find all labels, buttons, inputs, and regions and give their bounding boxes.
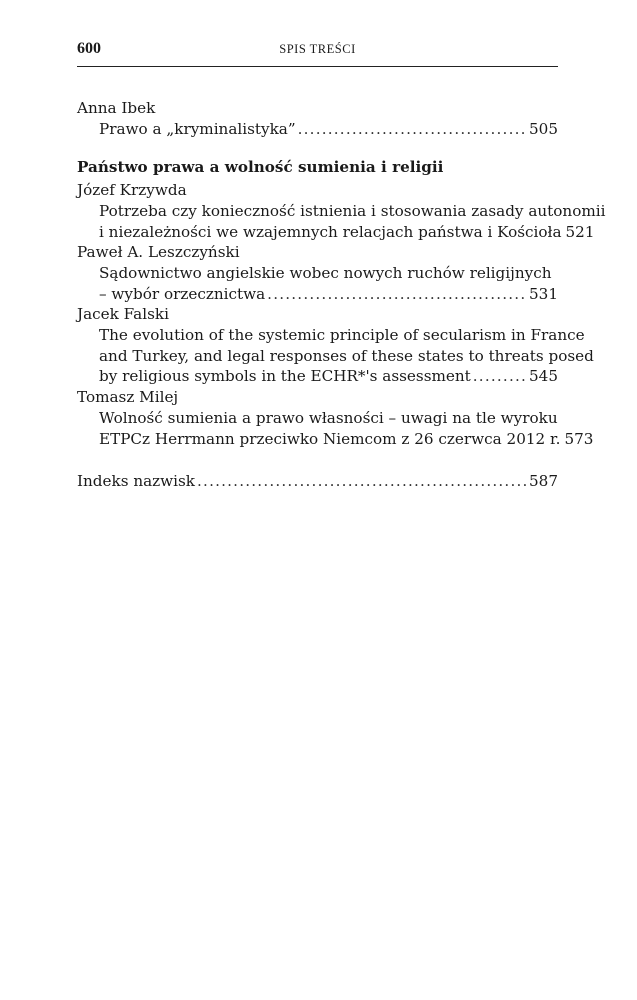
toc-page-number: 505 bbox=[529, 119, 558, 138]
toc-title-line: Wolność sumienia a prawo własności – uwagi na tle wyroku bbox=[99, 408, 558, 427]
toc-entry-index[interactable] bbox=[77, 471, 558, 492]
toc-author: Jacek Falski bbox=[77, 305, 169, 324]
toc-title-line bbox=[99, 429, 594, 450]
toc-page-number: 531 bbox=[529, 284, 558, 303]
toc-entry[interactable] bbox=[77, 180, 606, 242]
toc-title-line bbox=[99, 284, 558, 305]
toc-title-line: Potrzeba czy konieczność istnienia i stosowania zasady autonomii bbox=[99, 201, 606, 220]
dot-leader bbox=[197, 471, 527, 492]
toc-title-line: Sądownictwo angielskie wobec nowych ruchów religijnych bbox=[99, 263, 552, 282]
table-of-contents bbox=[77, 98, 606, 492]
running-head: SPIS TREŚCI bbox=[279, 42, 356, 56]
toc-title-text: ETPCz Herrmann przeciwko Niemcom z 26 czerwca 2012 r. bbox=[99, 429, 561, 448]
dot-leader bbox=[473, 366, 527, 387]
toc-title-text: Prawo a „kryminalistyka” bbox=[99, 119, 296, 138]
page-number: 600 bbox=[77, 40, 101, 57]
toc-title-text: – wybór orzecznictwa bbox=[99, 284, 266, 303]
toc-page-number: 545 bbox=[529, 367, 558, 386]
toc-page-number: 521 bbox=[565, 222, 595, 241]
spacer bbox=[77, 449, 558, 471]
toc-title-line: and Turkey, and legal responses of these states to threats posed bbox=[99, 346, 594, 365]
toc-entry[interactable] bbox=[77, 387, 594, 449]
toc-title-text: Indeks nazwisk bbox=[77, 472, 196, 491]
toc-title-text: i niezależności we wzajemnych relacjach państwa i Kościoła bbox=[99, 222, 562, 241]
toc-entry[interactable] bbox=[77, 242, 558, 304]
toc-title-line bbox=[99, 119, 558, 140]
toc-title-line bbox=[99, 222, 595, 243]
toc-entry[interactable] bbox=[77, 304, 594, 387]
toc-title-line bbox=[77, 471, 558, 492]
toc-entry[interactable] bbox=[77, 98, 558, 139]
toc-page-number: 587 bbox=[529, 472, 558, 491]
dot-leader bbox=[298, 119, 527, 140]
toc-title-line: The evolution of the systemic principle of secularism in France bbox=[99, 326, 585, 345]
toc-author: Józef Krzywda bbox=[77, 181, 187, 200]
toc-author: Anna Ibek bbox=[77, 99, 156, 117]
toc-author: Tomasz Milej bbox=[77, 388, 179, 407]
section-heading: Państwo prawa a wolność sumienia i religii bbox=[77, 158, 444, 177]
toc-author: Paweł A. Leszczyński bbox=[77, 243, 240, 262]
toc-title-line bbox=[99, 366, 558, 387]
toc-title-text: by religious symbols in the ECHR*'s assessment bbox=[99, 367, 471, 386]
dot-leader bbox=[267, 284, 527, 305]
page-header bbox=[77, 38, 558, 67]
toc-page-number: 573 bbox=[564, 429, 594, 448]
